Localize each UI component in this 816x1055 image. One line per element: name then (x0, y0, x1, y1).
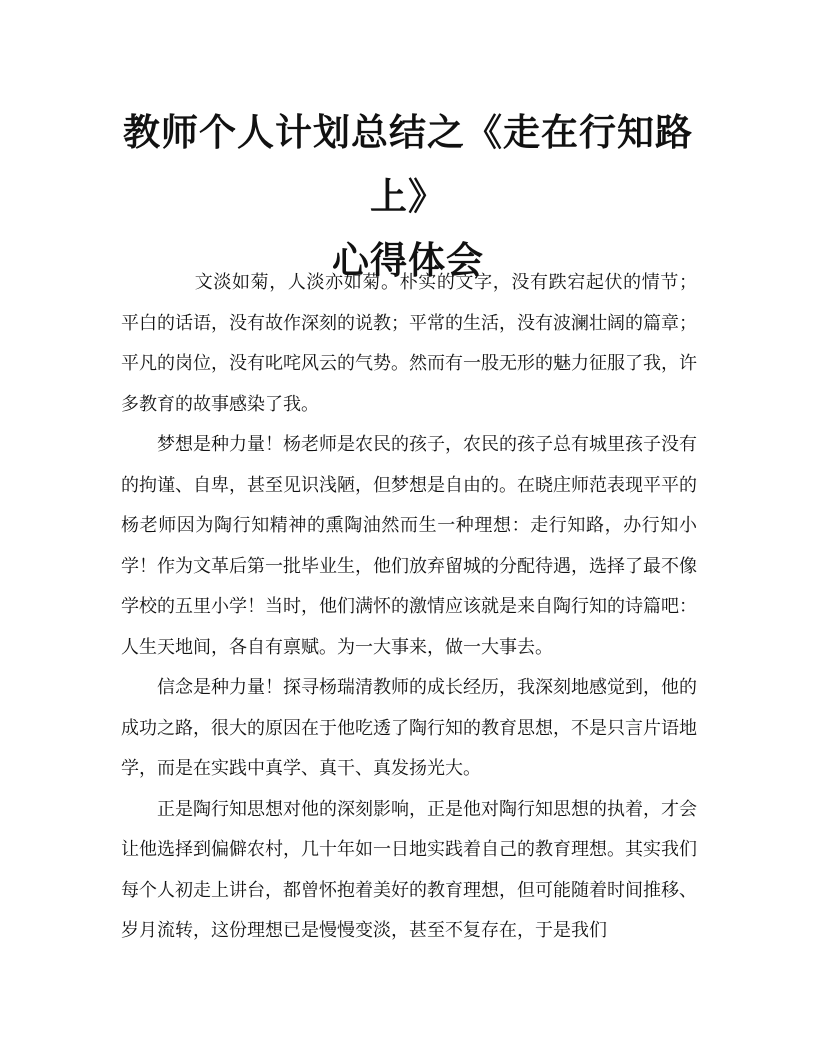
paragraph-3: 信念是种力量！探寻杨瑞清教师的成长经历，我深刻地感觉到，他的成功之路，很大的原因在于他吃透了陶行知的教育思想，不是只言片语地学，而是在实践中真学、真干、真发扬光大。 (121, 677, 697, 779)
paragraph-1: 文淡如菊，人淡亦如菊。朴实的文字，没有跌宕起伏的情节；平白的话语，没有故作深刻的说教；平常的生活，没有波澜壮阔的篇章；平凡的岗位，没有叱咤风云的气势。然而有一股无形的魅力征服了我，许多教育的故事感染了我。 (121, 272, 697, 415)
title-line-2: 心得体会 (332, 238, 484, 282)
paragraph-4: 正是陶行知思想对他的深刻影响，正是他对陶行知思想的执着，才会让他选择到偏僻农村，几十年如一日地实践着自己的教育理想。其实我们每个人初走上讲台，都曾怀抱着美好的教育理想，但可能随着时间推移、岁月流转，这份理想已是慢慢变淡，甚至不复存在，于是我们 (121, 798, 697, 941)
paragraph-2: 梦想是种力量！杨老师是农民的孩子，农民的孩子总有城里孩子没有的拘谨、自卑，甚至见识浅陋，但梦想是自由的。在晓庄师范表现平平的杨老师因为陶行知精神的熏陶油然而生一种理想：走行知路，办行知小学！作为文革后第一批毕业生，他们放弃留城的分配待遇，选择了最不像学校的五里小学！当时，他们满怀的激情应该就是来自陶行知的诗篇吧：人生天地间，各自有禀赋。为一大事来，做一大事去。 (121, 434, 697, 658)
title-line-1: 教师个人计划总结之《走在行知路上》 (123, 110, 693, 218)
document-body (121, 263, 697, 952)
